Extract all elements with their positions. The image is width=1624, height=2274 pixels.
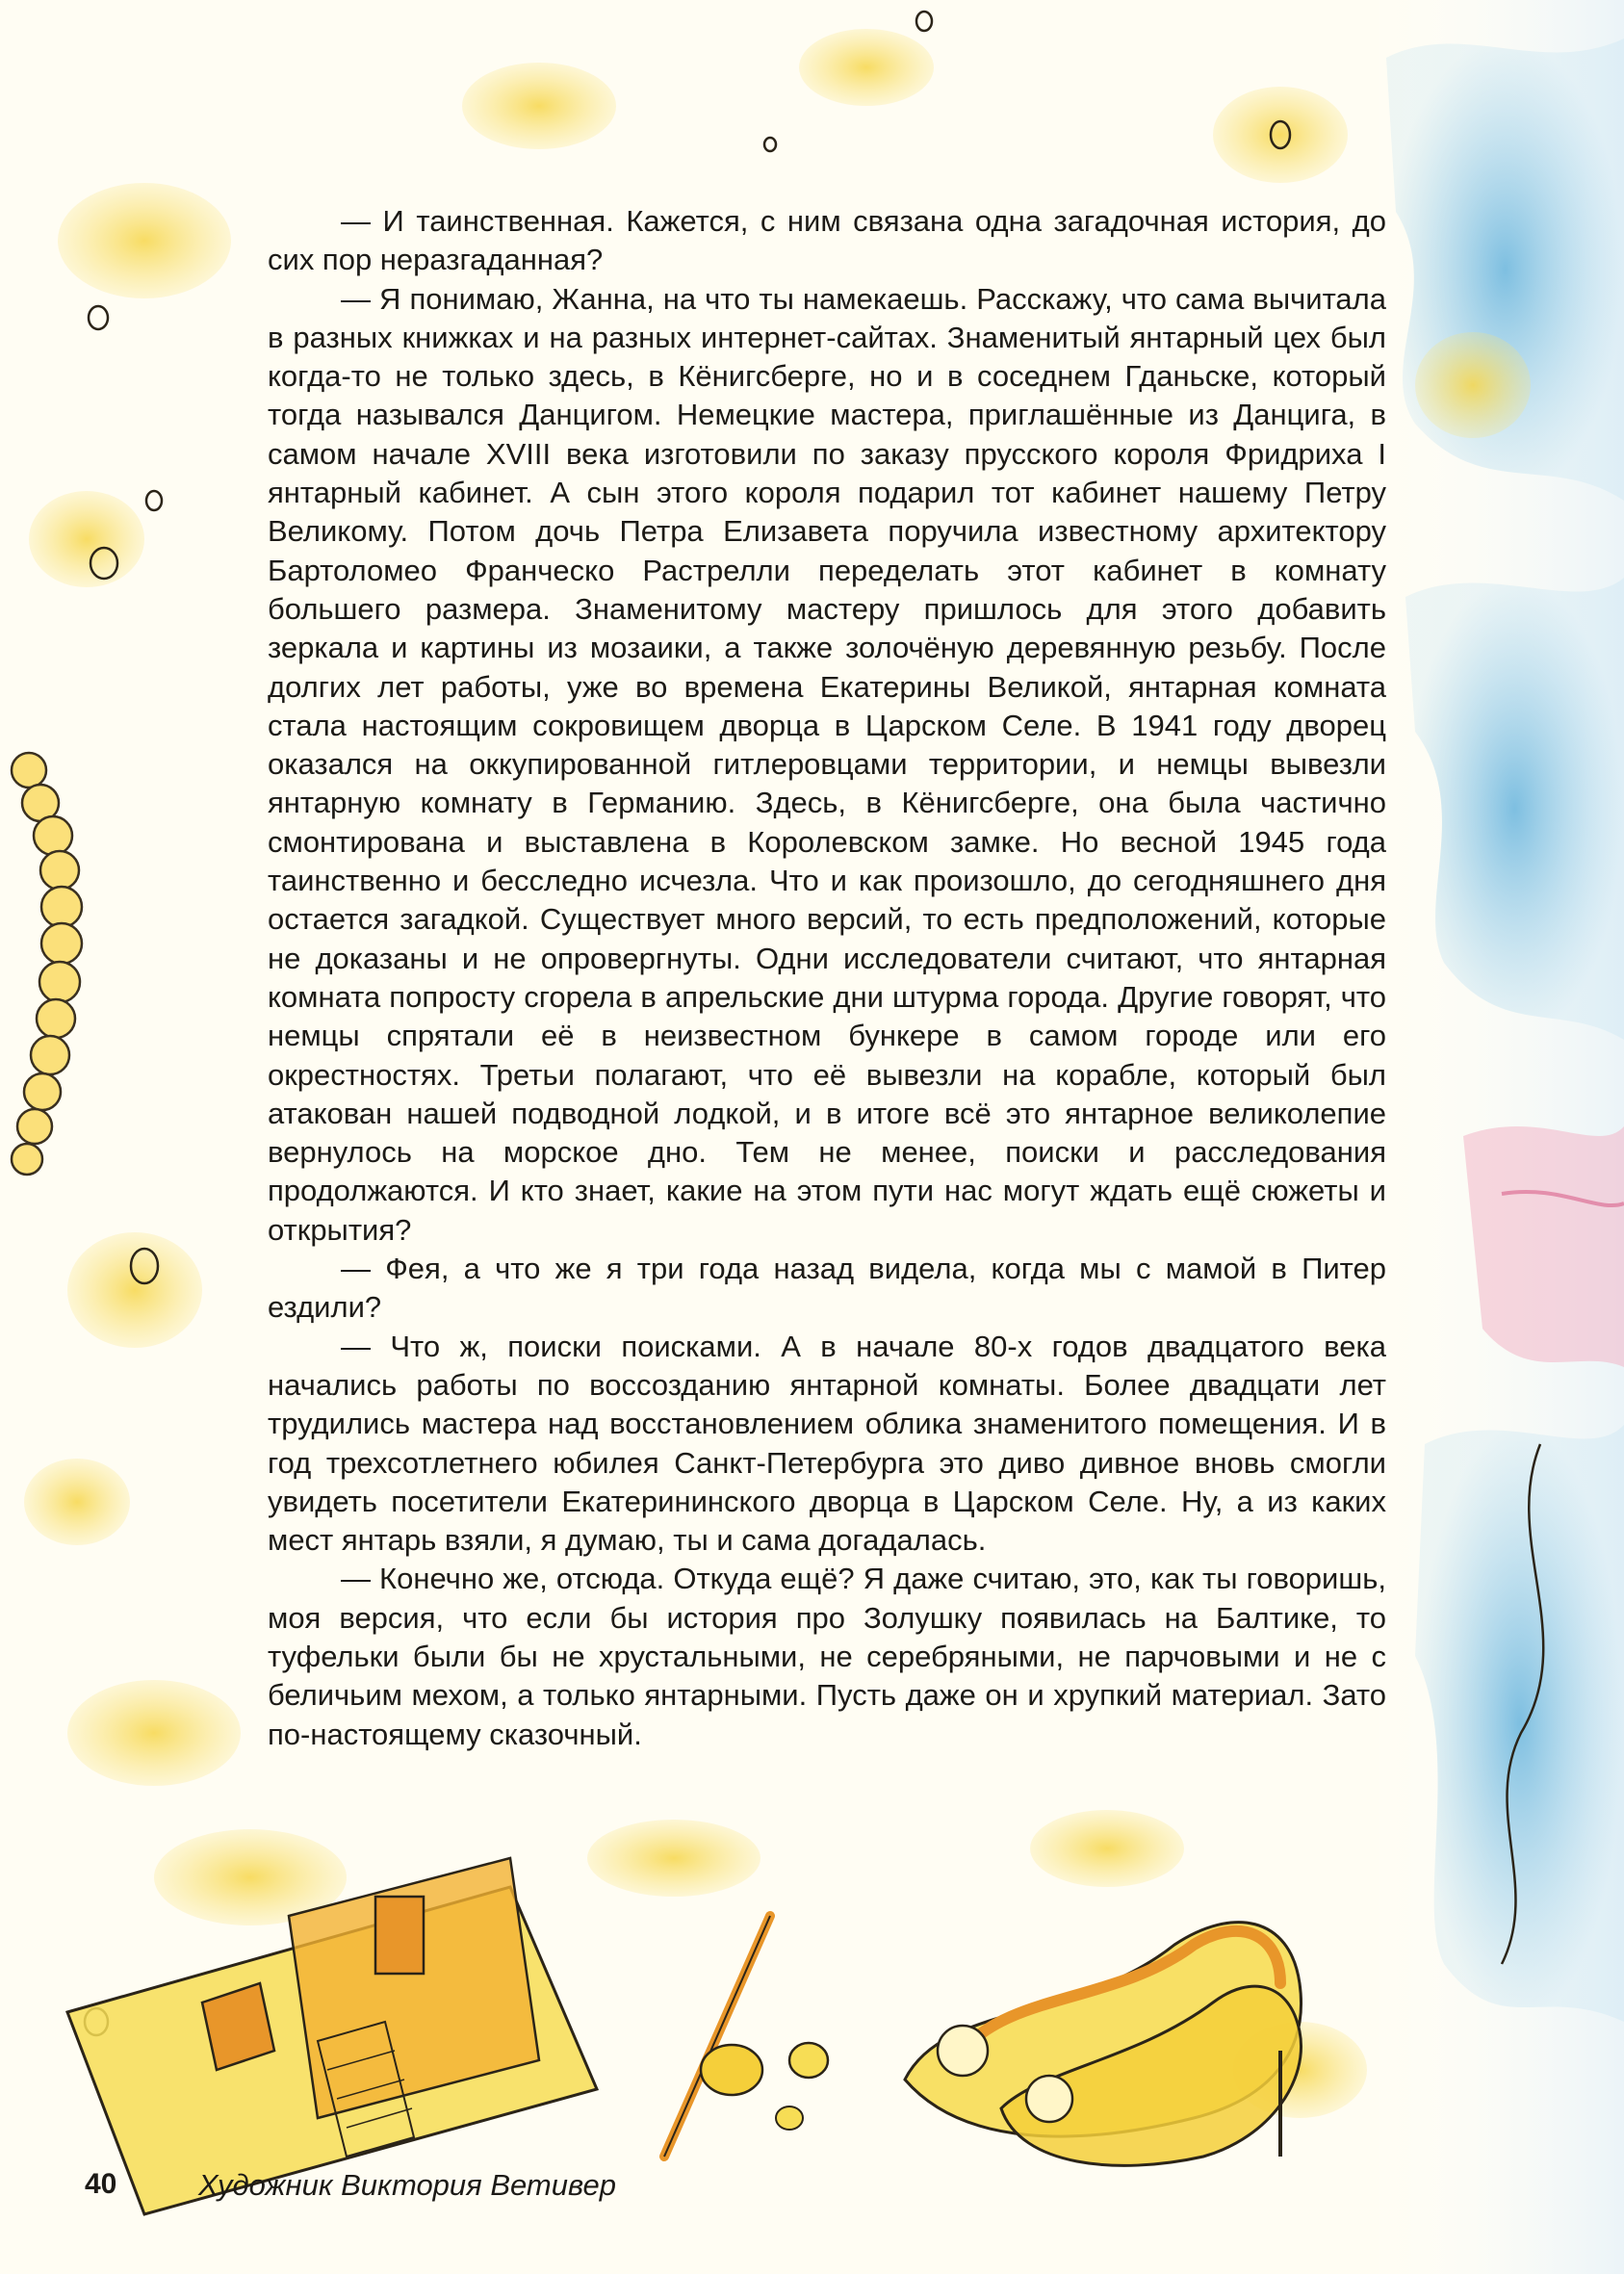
amber-bead-chain xyxy=(12,753,82,1175)
paragraph-5: — Конечно же, отсюда. Откуда ещё? Я даже считаю, это, как ты говоришь, моя версия, что если бы история про Золушку появилась на Балтике, то туфельки были бы не хрустальными, не серебряными, не парчовыми и не с беличьим мехом, а только янтарными. Пусть даже он и хрупкий материал. Зато по-настоящему сказочный. xyxy=(268,1562,1386,1751)
page-number: 40 xyxy=(85,2168,117,2200)
illustration-amber-shoes xyxy=(905,1923,1302,2166)
paragraph-3: — Фея, а что же я три года назад видела, когда мы с мамой в Питер ездили? xyxy=(268,1252,1386,1325)
illustration-pen-amber xyxy=(664,1916,828,2157)
paragraph-2: — Я понимаю, Жанна, на что ты намекаешь. Расскажу, что сама вычитала в разных книжках и на разных интернет-сайтах. Знаменитый янтарный цех был когда-то не только здесь, в Кёнигсберге, но и в соседнем Гданьске, который тогда назывался Данцигом. Немецкие мастера, приглашённые из Данцига, в самом начале XVIII века изготовили по заказу прусского короля Фридриха I янтарный кабинет. А сын этого короля подарил тот кабинет нашему Петру Великому. Потом дочь Петра Елизавета поручила известному архитектору Бартоломео Франческо Растрелли переделать этот кабинет в комнату большего размера. Знаменитому мастеру пришлось для этого добавить зеркала и картины из мозаики, а также золочёную деревянную резьбу. После долгих лет работы, уже во времена Екатерины Великой, янтарная комната стала настоящим сокровищем дворца в Царском Селе. В 1941 году дворец оказался на оккупированной гитлеровцами территории, и немцы вывезли янтарную комнату в Германию. Здесь, в Кёнигсберге, она была частично смонтирована и выставлена в Королевском замке. Но весной 1945 года таинственно и бесследно исчезла. Что и как произошло, до сегодняшнего дня остается загадкой. Существует много версий, то есть предположений, которые не доказаны и не опровергнуты. Одни исследователи считают, что янтарная комната попросту сгорела в апрельские дни штурма города. Другие говорят, что немцы спрятали её в неизвестном бункере в самом городе или его окрестностях. Третьи полагают, что её вывезли на корабле, который был атакован нашей подводной лодкой, и в итоге всё это янтарное великолепие вернулось на морское дно. Тем не менее, поиски и расследования продолжаются. И кто знает, какие на этом пути нас могут ждать ещё сюжеты и открытия? xyxy=(268,281,1386,1247)
story-text xyxy=(268,202,1386,1754)
paragraph-1: — И таинственная. Кажется, с ним связана одна загадочная история, до сих пор неразгаданная? xyxy=(268,204,1386,277)
illustration-amber-room xyxy=(67,1858,597,2214)
paragraph-4: — Что ж, поиски поисками. А в начале 80-х годов двадцатого века начались работы по воссозданию янтарной комнаты. Более двадцати лет трудились мастера над восстановлением облика знаменитого помещения. И в год трехсотлетнего юбилея Санкт-Петербурга это диво дивное вновь смогли увидеть посетители Екатерининского дворца в Царском Селе. Ну, а из каких мест янтарь взяли, я думаю, ты и сама догадалась. xyxy=(268,1329,1386,1558)
illustrator-credit: Художник Виктория Ветивер xyxy=(198,2168,616,2202)
